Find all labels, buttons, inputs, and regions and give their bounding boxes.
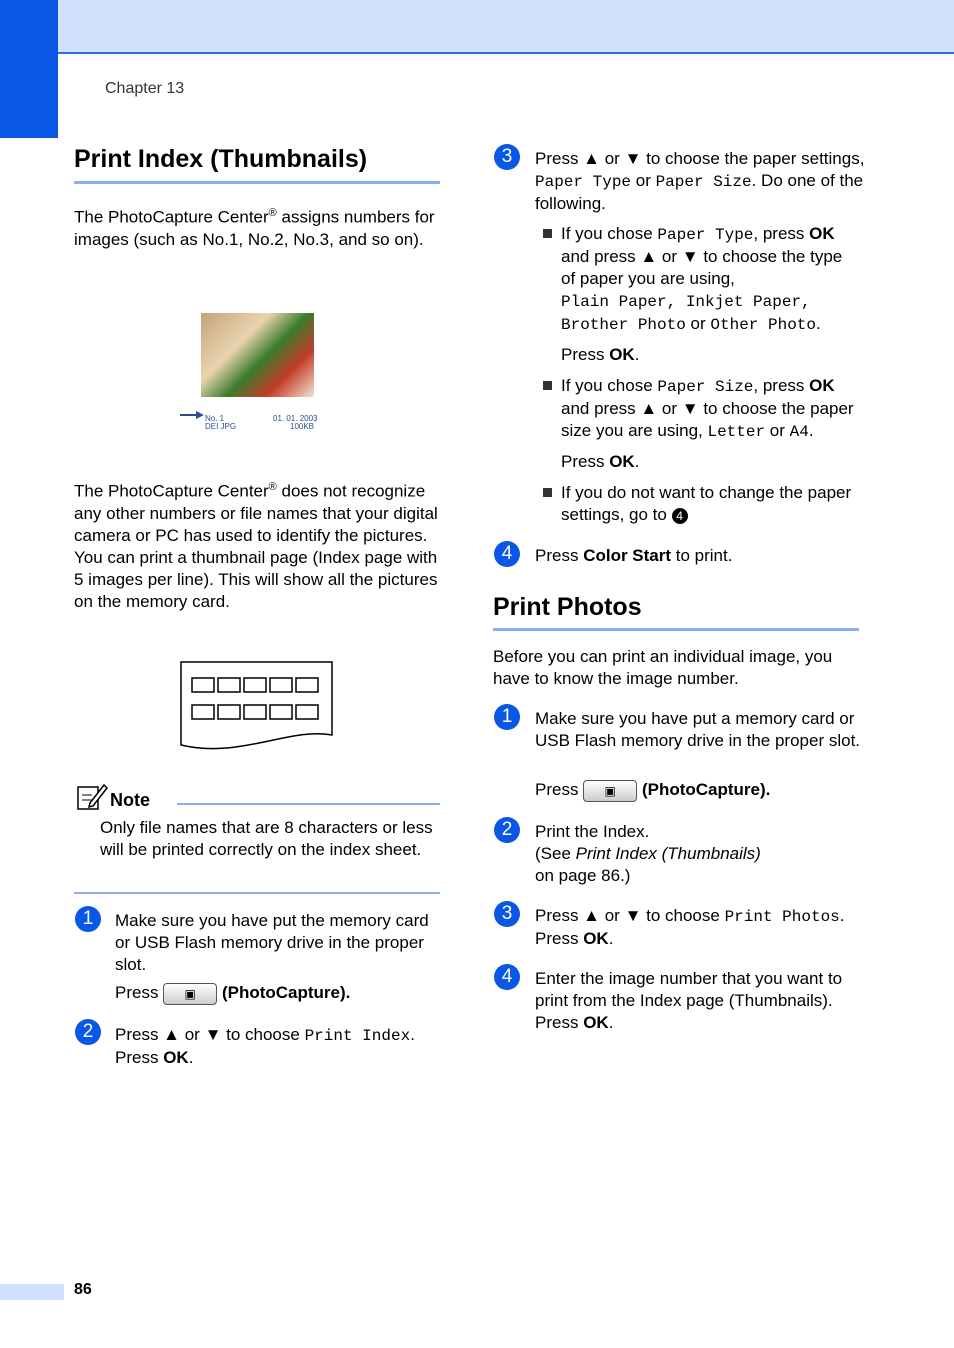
- thumb-file: DEI JPG: [205, 422, 237, 431]
- bullet: [543, 381, 552, 390]
- pp-step-1-press: Press ▣ (PhotoCapture).: [535, 779, 770, 802]
- chapter-tab: [0, 0, 58, 138]
- thumb-size: 100KB: [290, 422, 315, 431]
- pp-step-4-marker: 4: [494, 964, 520, 990]
- camera-icon: ▣: [604, 783, 616, 798]
- press-ok-2: Press OK.: [561, 452, 640, 471]
- header-bar: [0, 0, 954, 54]
- pp-step-1-text: Make sure you have put a memory card or USB Flash memory drive in the proper slot.: [535, 709, 861, 750]
- step-1-press: Press ▣ (PhotoCapture).: [115, 982, 350, 1005]
- thumb-number: No. 1: [205, 414, 225, 423]
- camera-icon: ▣: [184, 986, 196, 1001]
- title-rule-2: [493, 628, 859, 631]
- photocapture-button: [163, 983, 217, 1005]
- pp-step-2-text: Print the Index. (See Print Index (Thumbnails) on page 86.): [535, 822, 761, 885]
- step-2-text: Press ▲ or ▼ to choose Print Index. Press OK.: [115, 1025, 415, 1067]
- section-title-2: Print Photos: [493, 593, 642, 621]
- section-title: Print Index (Thumbnails): [74, 145, 368, 173]
- bullet: [543, 488, 552, 497]
- footer-bar: [0, 1284, 64, 1300]
- pp-step-3-marker: 3: [494, 901, 520, 927]
- print-photos-intro: Before you can print an individual image, you have to know the image number.: [493, 647, 833, 688]
- bullet: [543, 229, 552, 238]
- step-4-text: Press Color Start to print.: [535, 546, 733, 565]
- bullet-paper-size: If you chose Paper Size, press OK and press ▲ or ▼ to choose the paper size you are using, Letter or A4.: [561, 376, 854, 441]
- step-1-text: Make sure you have put the memory card or USB Flash memory drive in the proper slot.: [115, 911, 429, 974]
- step-4-marker: 4: [494, 541, 520, 567]
- step-1-marker: 1: [75, 906, 101, 932]
- pp-step-1-marker: 1: [494, 704, 520, 730]
- chapter-label: Chapter 13: [105, 80, 185, 97]
- note-label: Note: [110, 790, 150, 810]
- index-sheet-illustration: [180, 661, 334, 757]
- page-number: 86: [74, 1281, 92, 1298]
- pp-step-2-marker: 2: [494, 817, 520, 843]
- bullet-paper-type: If you chose Paper Type, press OK and press ▲ or ▼ to choose the type of paper you are using, Plain Paper, Inkjet Paper, Brother Photo or Other Photo.: [561, 224, 843, 334]
- title-rule: [74, 181, 440, 184]
- note-pencil-icon: [76, 783, 108, 811]
- note-rule-top: [177, 803, 440, 805]
- note-rule-bottom: [74, 892, 440, 894]
- step-3-marker: 3: [494, 144, 520, 170]
- photocapture-button: [583, 780, 637, 802]
- intro-paragraph: The PhotoCapture Center® assigns numbers for images (such as No.1, No.2, No.3, and so on).: [74, 207, 435, 249]
- note-text: Only file names that are 8 characters or less will be printed correctly on the index sheet.: [100, 818, 433, 859]
- pp-step-3-text: Press ▲ or ▼ to choose Print Photos. Press OK.: [535, 906, 845, 948]
- description-paragraph: The PhotoCapture Center® does not recognize any other numbers or file names that your digital camera or PC has used to identify the pictures. You can print a thumbnail page (Index page with 5 images per line). This will show all the pictures on the memory card.: [74, 481, 438, 611]
- step-2-marker: 2: [75, 1019, 101, 1045]
- step-3-text: Press ▲ or ▼ to choose the paper settings, Paper Type or Paper Size. Do one of the following.: [535, 149, 865, 213]
- thumbnail-photo: [201, 313, 314, 397]
- step-4-ref: 4: [672, 508, 688, 524]
- bullet-skip: If you do not want to change the paper settings, go to 4: [561, 483, 852, 524]
- thumb-date: 01. 01. 2003: [273, 414, 318, 423]
- pp-step-4-text: Enter the image number that you want to print from the Index page (Thumbnails). Press OK.: [535, 969, 843, 1032]
- press-ok-1: Press OK.: [561, 345, 640, 364]
- arrow-icon: [180, 410, 204, 420]
